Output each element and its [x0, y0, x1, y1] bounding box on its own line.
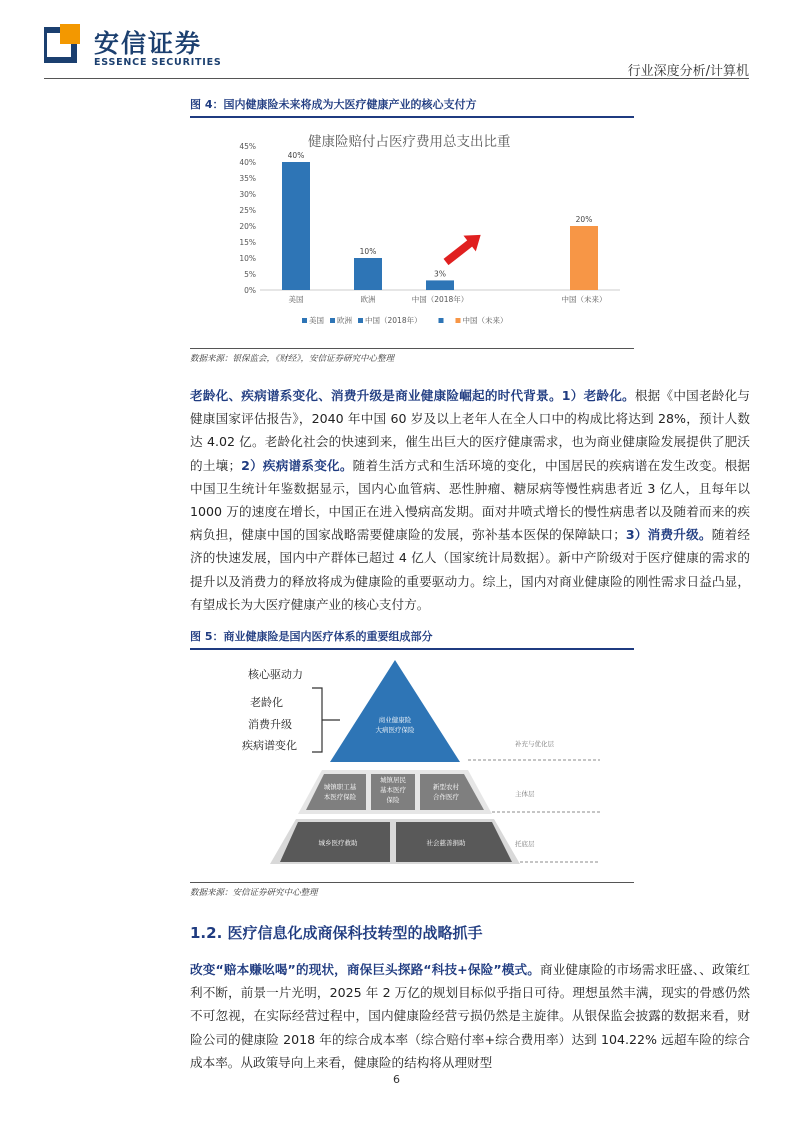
para1-point2-label: 2）疾病谱系变化。	[241, 457, 353, 473]
logo-text-en: ESSENCE SECURITIES	[94, 57, 222, 68]
y-tick-label: 45%	[239, 142, 256, 151]
logo-icon	[44, 24, 84, 64]
legend-swatch	[358, 318, 363, 323]
driver-disease: 疾病谱变化	[242, 739, 297, 752]
y-tick-label: 30%	[239, 190, 256, 199]
bars	[282, 151, 598, 290]
top-layer-line2: 大病医疗保险	[375, 726, 415, 734]
figure4-bar-chart	[190, 122, 634, 344]
page-number: 6	[393, 1073, 400, 1086]
bar	[282, 162, 310, 290]
legend-swatch	[302, 318, 307, 323]
x-tick-label: 欧洲	[360, 295, 376, 304]
drivers-title: 核心驱动力	[248, 668, 303, 681]
layer-label-main: 主体层	[515, 790, 535, 798]
x-tick-label: 中国（未来）	[561, 295, 607, 304]
red-arrow-icon	[440, 227, 487, 270]
bar-data-label: 3%	[434, 269, 446, 279]
y-tick-label: 35%	[239, 174, 256, 183]
para2-text: 商业健康险的市场需求旺盛、、政策红利不断，前景一片光明，2025 年 2 万亿的规划目标似乎指日可待。理想虽然丰满，现实的骨感仍然不可忽视，在实际经营过程中，国内健康险经营亏损仍然是主旋律。从银保监会披露的数据来看，财险公司的健康险 2018 年的综合成本率（综合赔付率+综合费用率）达到 104.22% 远超车险的综合成本率。从政策导向上来看，健康险的结构将从理财型	[190, 962, 750, 1070]
box-urban-resident-l1: 城镇居民	[380, 776, 406, 784]
box-rural-coop-l2: 合作医疗	[433, 793, 459, 801]
section-title: 1.2. 医疗信息化成商保科技转型的战略抓手	[190, 924, 483, 942]
pyramid-top-layer	[330, 660, 460, 762]
box-urban-resident-l2: 基本医疗	[380, 786, 406, 794]
figure5-caption: 图 5：商业健康险是国内医疗体系的重要组成部分	[190, 628, 634, 650]
x-tick-label: 中国（2018年）	[411, 295, 469, 304]
legend-swatch	[456, 318, 461, 323]
top-layer-line1: 商业健康险	[378, 716, 412, 724]
box-urban-resident-l3: 保险	[386, 796, 400, 804]
y-tick-label: 40%	[239, 158, 256, 167]
drivers-bracket	[312, 688, 322, 752]
logo-text-cn: 安信证券	[94, 29, 203, 58]
legend-swatch	[439, 318, 444, 323]
box-urban-employee-l1: 城镇职工基	[323, 783, 357, 791]
para1-point3-text: 随着经济的快速发展，国内中产群体已超过 4 亿人（国家统计局数据）。新中产阶级对于医疗健康的需求的提升以及消费力的释放将成为健康险的重要驱动力。综上，国内对商业健康险的刚性需求日益凸显，有望成长为大医疗健康产业的核心支付方。	[190, 527, 751, 612]
paragraph-background	[190, 384, 750, 616]
para1-point3-label: 3）消费升级。	[625, 527, 712, 543]
bar	[426, 280, 454, 290]
legend-label: 欧洲	[337, 316, 352, 325]
figure4-caption: 图 4：国内健康险未来将成为大医疗健康产业的核心支付方	[190, 96, 634, 118]
chart-title: 健康险赔付占医疗费用总支出比重	[308, 134, 511, 150]
header-divider	[44, 78, 749, 79]
bar-data-label: 40%	[287, 151, 305, 160]
figure5-pyramid-diagram	[190, 652, 634, 880]
y-tick-label: 20%	[239, 222, 256, 231]
y-tick-label: 0%	[244, 286, 256, 295]
layer-label-supplement: 补充与优化层	[515, 740, 554, 748]
box-urban-employee	[306, 774, 366, 810]
legend-label: 中国（未来）	[462, 316, 508, 325]
bar-data-label: 10%	[359, 247, 377, 256]
x-axis-labels	[289, 294, 607, 304]
box-medical-aid-label: 城乡医疗救助	[318, 839, 358, 847]
para1-lead: 老龄化、疾病谱系变化、消费升级是商业健康险崛起的时代背景。	[190, 388, 562, 403]
driver-consumption: 消费升级	[248, 718, 292, 731]
figure4-source: 数据来源：银保监会，《财经》，安信证券研究中心整理	[190, 348, 634, 364]
paragraph-tech-insurance	[190, 958, 750, 1074]
y-tick-label: 15%	[239, 238, 256, 247]
y-tick-label: 25%	[239, 206, 256, 215]
para1-point2-text: 随着生活方式和生活环境的变化，中国居民的疾病谱在发生改变。根据中国卫生统计年鉴数据显示，国内心血管病、恶性肿瘤、糖尿病等慢性病患者近 3 亿人，且每年以 1000 万的速度在增长，中国正在进入慢病高发期。面对井喷式增长的慢性病患者以及随着而来的疾病负担，健康中国的国家战略需要健康险的发展，弥补基本医保的保障缺口；	[190, 457, 751, 543]
y-tick-label: 10%	[239, 254, 256, 263]
box-urban-employee-l2: 本医疗保险	[323, 793, 357, 801]
para1-point1-label: 1）老龄化。	[561, 388, 635, 403]
box-rural-coop-l1: 新型农村	[433, 783, 459, 791]
bar-data-label: 20%	[575, 215, 593, 224]
driver-aging: 老龄化	[250, 696, 283, 709]
para1-point1-text: 根据《中国老龄化与健康国家评估报告》，2040 年中国 60 岁及以上老年人在全人口中的构成比将达到 28%，预计人数达 4.02 亿。老龄化社会的快速到来，催生出巨大的医疗健康需求，也为商业健康险发展提供了肥沃的土壤；	[190, 388, 751, 473]
bar	[354, 258, 382, 290]
legend	[302, 315, 508, 325]
x-tick-label: 美国	[288, 295, 304, 304]
layer-label-base: 托底层	[515, 840, 535, 848]
figure5-source: 数据来源：安信证券研究中心整理	[190, 882, 634, 898]
para2-lead: 改变“赔本赚吆喝”的现状，商保巨头探路“科技+保险”模式。	[190, 962, 540, 977]
box-charity-label: 社会慈善捐助	[426, 839, 466, 847]
legend-swatch	[330, 318, 335, 323]
report-type: 行业深度分析/计算机	[627, 64, 749, 79]
y-tick-label: 5%	[244, 270, 256, 279]
bar	[570, 226, 598, 290]
legend-label: 中国（2018年）	[365, 316, 422, 325]
legend-label: 美国	[309, 316, 324, 325]
